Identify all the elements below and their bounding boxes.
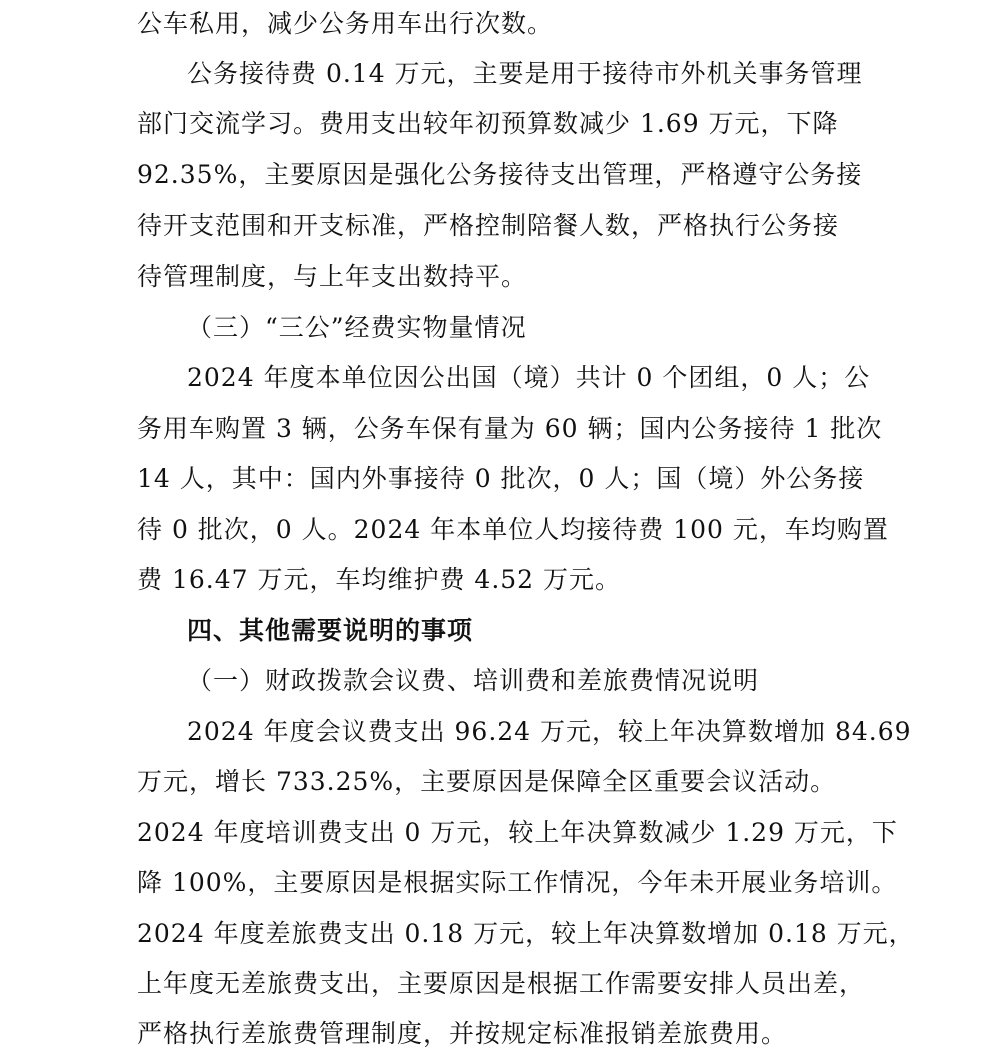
paragraph-line: 待管理制度，与上年支出数持平。 [137, 262, 528, 291]
paragraph-line: 降 100%，主要原因是根据实际工作情况，今年未开展业务培训。 [137, 868, 898, 897]
paragraph-line: 待开支范围和开支标准，严格控制陪餐人数，严格执行公务接 [137, 211, 840, 240]
section-subheading: （一）财政拨款会议费、培训费和差旅费情况说明 [187, 666, 760, 695]
paragraph-line: 14 人，其中：国内外事接待 0 批次，0 人；国（境）外公务接 [137, 464, 865, 493]
paragraph-line: 万元，增长 733.25%，主要原因是保障全区重要会议活动。 [137, 767, 837, 796]
paragraph-line: 严格执行差旅费管理制度，并按规定标准报销差旅费用。 [137, 1019, 788, 1048]
paragraph-line: 待 0 批次，0 人。2024 年本单位人均接待费 100 元，车均购置 [137, 515, 889, 544]
section-subheading: （三）“三公”经费实物量情况 [187, 313, 527, 342]
paragraph-line: 2024 年度培训费支出 0 万元，较上年决算数减少 1.29 万元，下 [137, 818, 898, 847]
paragraph-line: 务用车购置 3 辆，公务车保有量为 60 辆；国内公务接待 1 批次 [137, 414, 883, 443]
paragraph-line: 2024 年度本单位因公出国（境）共计 0 个团组，0 人；公 [187, 363, 871, 392]
paragraph-line: 上年度无差旅费支出，主要原因是根据工作需要安排人员出差， [137, 969, 866, 998]
paragraph-line: 费 16.47 万元，车均维护费 4.52 万元。 [137, 565, 622, 594]
paragraph-line: 公务接待费 0.14 万元，主要是用于接待市外机关事务管理 [187, 59, 863, 88]
paragraph-line: 92.35%，主要原因是强化公务接待支出管理，严格遵守公务接 [137, 160, 863, 189]
section-heading: 四、其他需要说明的事项 [187, 616, 474, 645]
paragraph-line: 部门交流学习。费用支出较年初预算数减少 1.69 万元，下降 [137, 109, 839, 138]
paragraph-line: 2024 年度差旅费支出 0.18 万元，较上年决算数增加 0.18 万元， [137, 919, 915, 948]
paragraph-line: 公车私用，减少公务用车出行次数。 [137, 9, 554, 38]
paragraph-line: 2024 年度会议费支出 96.24 万元，较上年决算数增加 84.69 [187, 717, 912, 746]
